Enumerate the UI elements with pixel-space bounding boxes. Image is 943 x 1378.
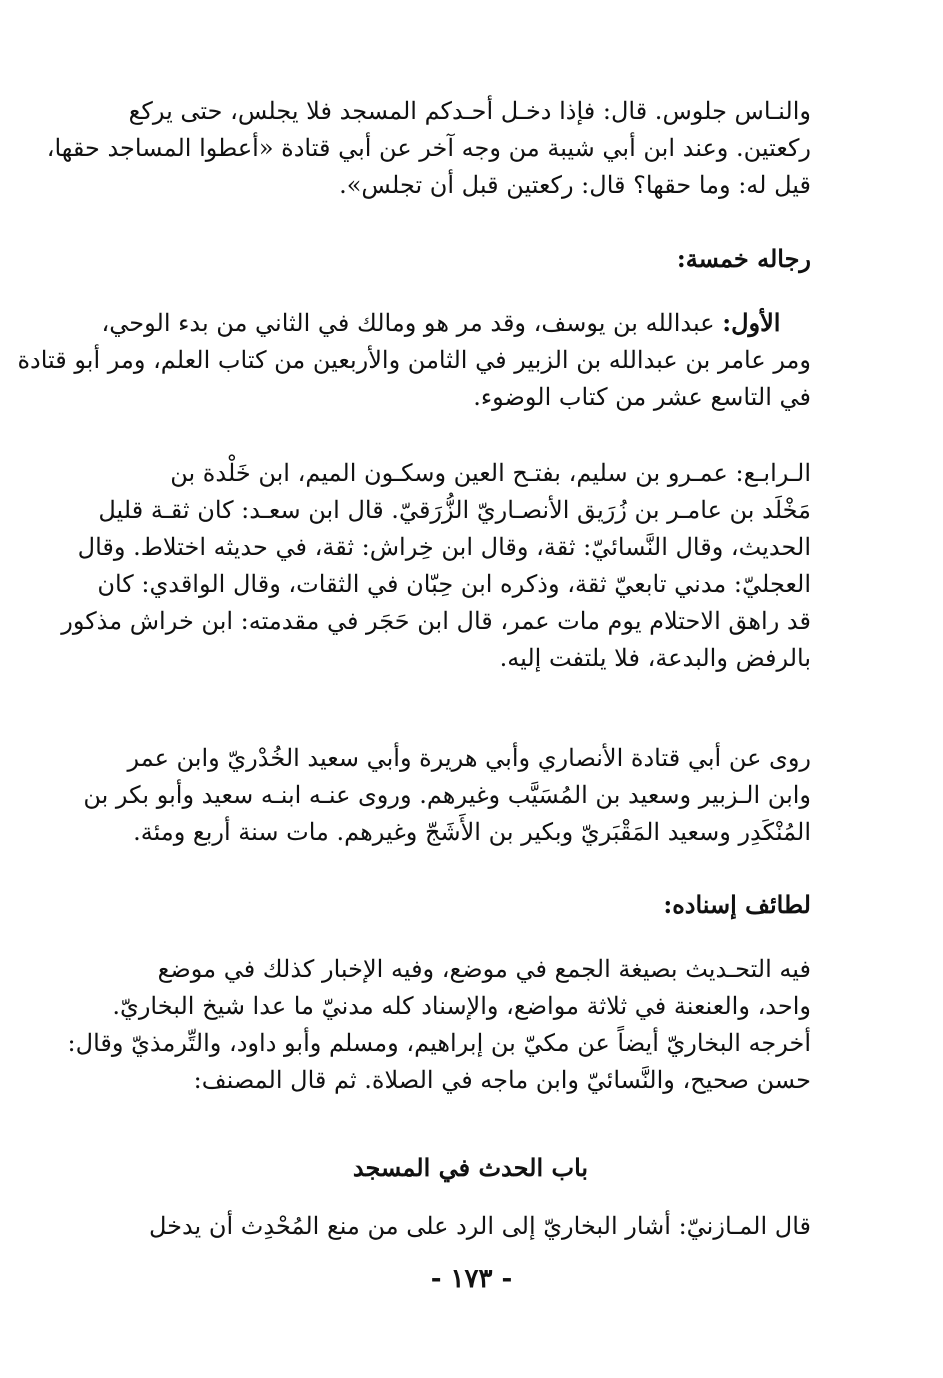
text-line: المُنْكَدِر وسعيد المَقْبَريّ وبكير بن الأَشَجّ وغيرهم. مات سنة أربع ومئة. (133, 818, 811, 846)
text-line: قد راهق الاحتلام يوم مات عمر، قال ابن حَجَر في مقدمته: ابن خراش مذكور (61, 607, 811, 635)
first-line1: عبدالله بن يوسف، وقد مر هو ومالك في الثاني من بدء الوحي، (101, 309, 723, 337)
text-line: فيه التحـديث بصيغة الجمع في موضع، وفيه الإخبار كذلك في موضع (157, 955, 811, 983)
text-line: في التاسع عشر من كتاب الوضوء. (473, 383, 811, 411)
first-label: الأول: (722, 308, 781, 337)
section-heading-text: رجاله خمسة: (676, 244, 811, 273)
text-line: ركعتين. وعند ابن أبي شيبة من وجه آخر عن أبي قتادة «أعطوا المساجد حقها، (46, 134, 811, 162)
section-heading-text: لطائف إسناده: (663, 890, 811, 919)
fourth-narrator-paragraph (61, 455, 811, 677)
first-narrator-paragraph (17, 304, 811, 416)
text-line: الحديث، وقال النَّسائيّ: ثقة، وقال ابن خِراش: ثقة، في حديثه اختلاط. وقال (77, 533, 811, 561)
page-number: - ١٧٣ - (430, 1264, 513, 1294)
text-line: وابن الـزبير وسعيد بن المُسَيَّب وغيرهم. وروى عنـه ابنـه سعيد وأبو بكر بن (83, 781, 811, 809)
isnad-heading (130, 886, 811, 923)
text-line: روى عن أبي قتادة الأنصاري وأبي هريرة وأبي سعيد الخُدْريّ وابن عمر (127, 744, 811, 772)
text-line: ومر عامر بن عبدالله بن الزبير في الثامن والأربعين من كتاب العلم، ومر أبو قتادة (17, 346, 811, 374)
chapter-title (130, 1149, 811, 1186)
text-line: قال المـازنيّ: أشار البخاريّ إلى الرد على من منع المُحْدِث أن يدخل (148, 1212, 811, 1240)
text-line: العجليّ: مدني تابعيّ ثقة، وذكره ابن حِبّان في الثقات، وقال الواقدي: كان (97, 570, 811, 598)
text-line: الـرابـع: عمـرو بن سليم، بفتـح العين وسكـون الميم، ابن خَلْدة بن (170, 459, 811, 487)
chapter-title-text: باب الحدث في المسجد (352, 1153, 589, 1182)
narrations-paragraph (83, 740, 811, 851)
text-line: واحد، والعنعنة في ثلاثة مواضع، والإسناد كله مدنيّ ما عدا شيخ البخاريّ. (112, 992, 811, 1020)
text-line (101, 304, 811, 342)
text-line: بالرفض والبدعة، فلا يلتفت إليه. (499, 644, 811, 672)
isnad-paragraph (67, 951, 811, 1099)
text-line: حسن صحيح، والنَّسائيّ وابن ماجه في الصلاة. ثم قال المصنف: (193, 1066, 811, 1094)
intro-paragraph (46, 93, 811, 204)
text-line: أخرجه البخاريّ أيضاً عن مكيّ بن إبراهيم، ومسلم وأبو داود، والتِّرمذيّ وقال: (67, 1029, 811, 1057)
narrators-heading (130, 240, 811, 277)
mazini-paragraph (130, 1208, 811, 1245)
text-line: قيل له: وما حقها؟ قال: ركعتين قبل أن تجلس». (339, 171, 811, 199)
text-line: مَخْلَد بن عامـر بن زُرَيق الأنصـاريّ الزُّرَقيّ. قال ابن سعـد: كان ثقـة قليل (98, 496, 811, 524)
text-line: والنـاس جلوس. قال: فإذا دخـل أحـدكم المسجد فلا يجلس، حتى يركع (128, 97, 811, 125)
